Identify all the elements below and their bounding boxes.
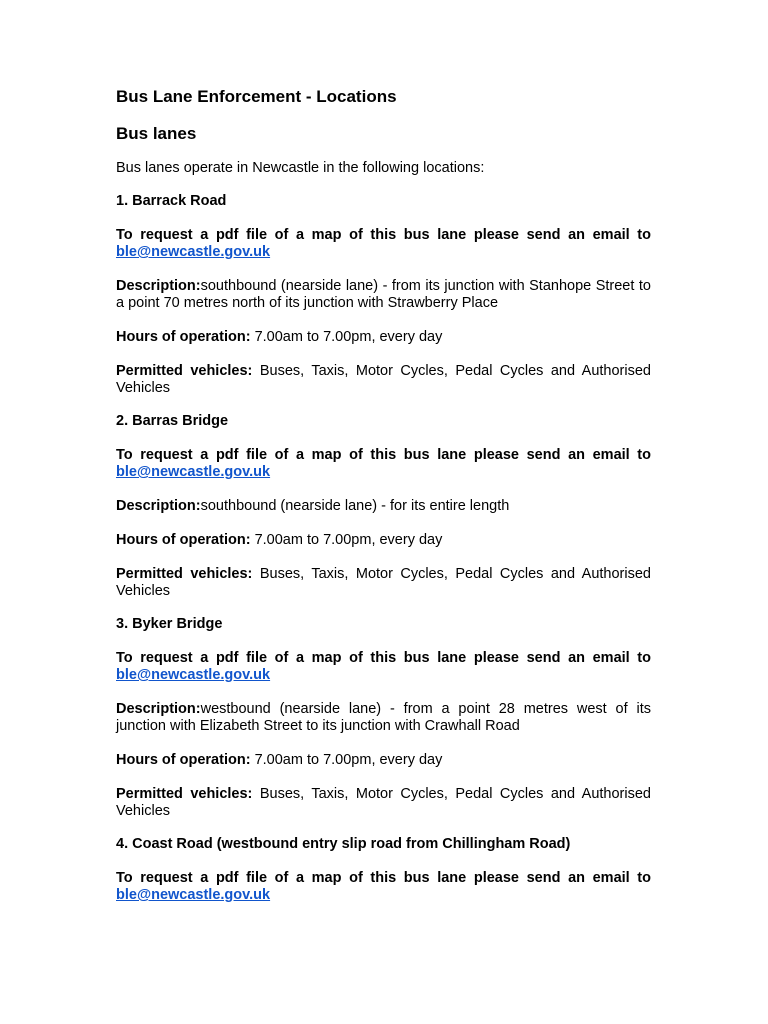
permitted-label: Permitted vehicles:	[116, 363, 253, 379]
description-text: westbound (nearside lane) - from a point 28 metres west of its junction with Elizabeth Street to its junction with Crawhall Road	[116, 701, 651, 734]
hours-paragraph	[116, 752, 651, 769]
section-title: Bus lanes	[116, 124, 197, 143]
map-request	[116, 870, 651, 904]
hours-paragraph	[116, 329, 651, 346]
description-label: Description:	[116, 701, 201, 717]
map-request-text: To request a pdf file of a map of this bus lane please send an email to	[116, 447, 651, 463]
hours-text: 7.00am to 7.00pm, every day	[254, 532, 443, 548]
email-link[interactable]: ble@newcastle.gov.uk	[116, 887, 271, 903]
location-heading: 2. Barras Bridge	[116, 413, 229, 429]
location-section-barras-bridge	[116, 413, 651, 600]
hours-label: Hours of operation:	[116, 329, 251, 345]
map-request	[116, 447, 651, 481]
permitted-text: Buses, Taxis, Motor Cycles, Pedal Cycles and Authorised Vehicles	[116, 786, 651, 819]
permitted-paragraph	[116, 786, 651, 820]
description-paragraph	[116, 278, 651, 312]
hours-text: 7.00am to 7.00pm, every day	[254, 329, 443, 345]
map-request-text: To request a pdf file of a map of this bus lane please send an email to	[116, 650, 651, 666]
location-section-barrack-road	[116, 193, 651, 397]
description-paragraph	[116, 701, 651, 735]
email-link[interactable]: ble@newcastle.gov.uk	[116, 244, 271, 260]
hours-text: 7.00am to 7.00pm, every day	[254, 752, 443, 768]
document-title: Bus Lane Enforcement - Locations	[116, 87, 397, 106]
map-request	[116, 227, 651, 261]
permitted-label: Permitted vehicles:	[116, 566, 253, 582]
intro-text: Bus lanes operate in Newcastle in the following locations:	[116, 160, 485, 176]
description-text: southbound (nearside lane) - from its junction with Stanhope Street to a point 70 metres north of its junction with Strawberry Place	[116, 278, 651, 311]
location-section-byker-bridge	[116, 616, 651, 820]
permitted-paragraph	[116, 363, 651, 397]
email-link[interactable]: ble@newcastle.gov.uk	[116, 667, 271, 683]
hours-label: Hours of operation:	[116, 532, 251, 548]
permitted-label: Permitted vehicles:	[116, 786, 253, 802]
location-heading: 1. Barrack Road	[116, 193, 227, 209]
email-link[interactable]: ble@newcastle.gov.uk	[116, 464, 271, 480]
location-section-coast-road	[116, 836, 651, 904]
description-text: southbound (nearside lane) - for its entire length	[200, 498, 510, 514]
map-request-text: To request a pdf file of a map of this bus lane please send an email to	[116, 227, 651, 243]
hours-paragraph	[116, 532, 651, 549]
location-heading: 3. Byker Bridge	[116, 616, 223, 632]
description-label: Description:	[116, 498, 201, 514]
document-body	[116, 86, 651, 921]
permitted-paragraph	[116, 566, 651, 600]
hours-label: Hours of operation:	[116, 752, 251, 768]
map-request	[116, 650, 651, 684]
description-paragraph	[116, 498, 651, 515]
map-request-text: To request a pdf file of a map of this bus lane please send an email to	[116, 870, 651, 886]
permitted-text: Buses, Taxis, Motor Cycles, Pedal Cycles and Authorised Vehicles	[116, 363, 651, 396]
permitted-text: Buses, Taxis, Motor Cycles, Pedal Cycles and Authorised Vehicles	[116, 566, 651, 599]
description-label: Description:	[116, 278, 201, 294]
location-heading: 4. Coast Road (westbound entry slip road from Chillingham Road)	[116, 836, 571, 852]
